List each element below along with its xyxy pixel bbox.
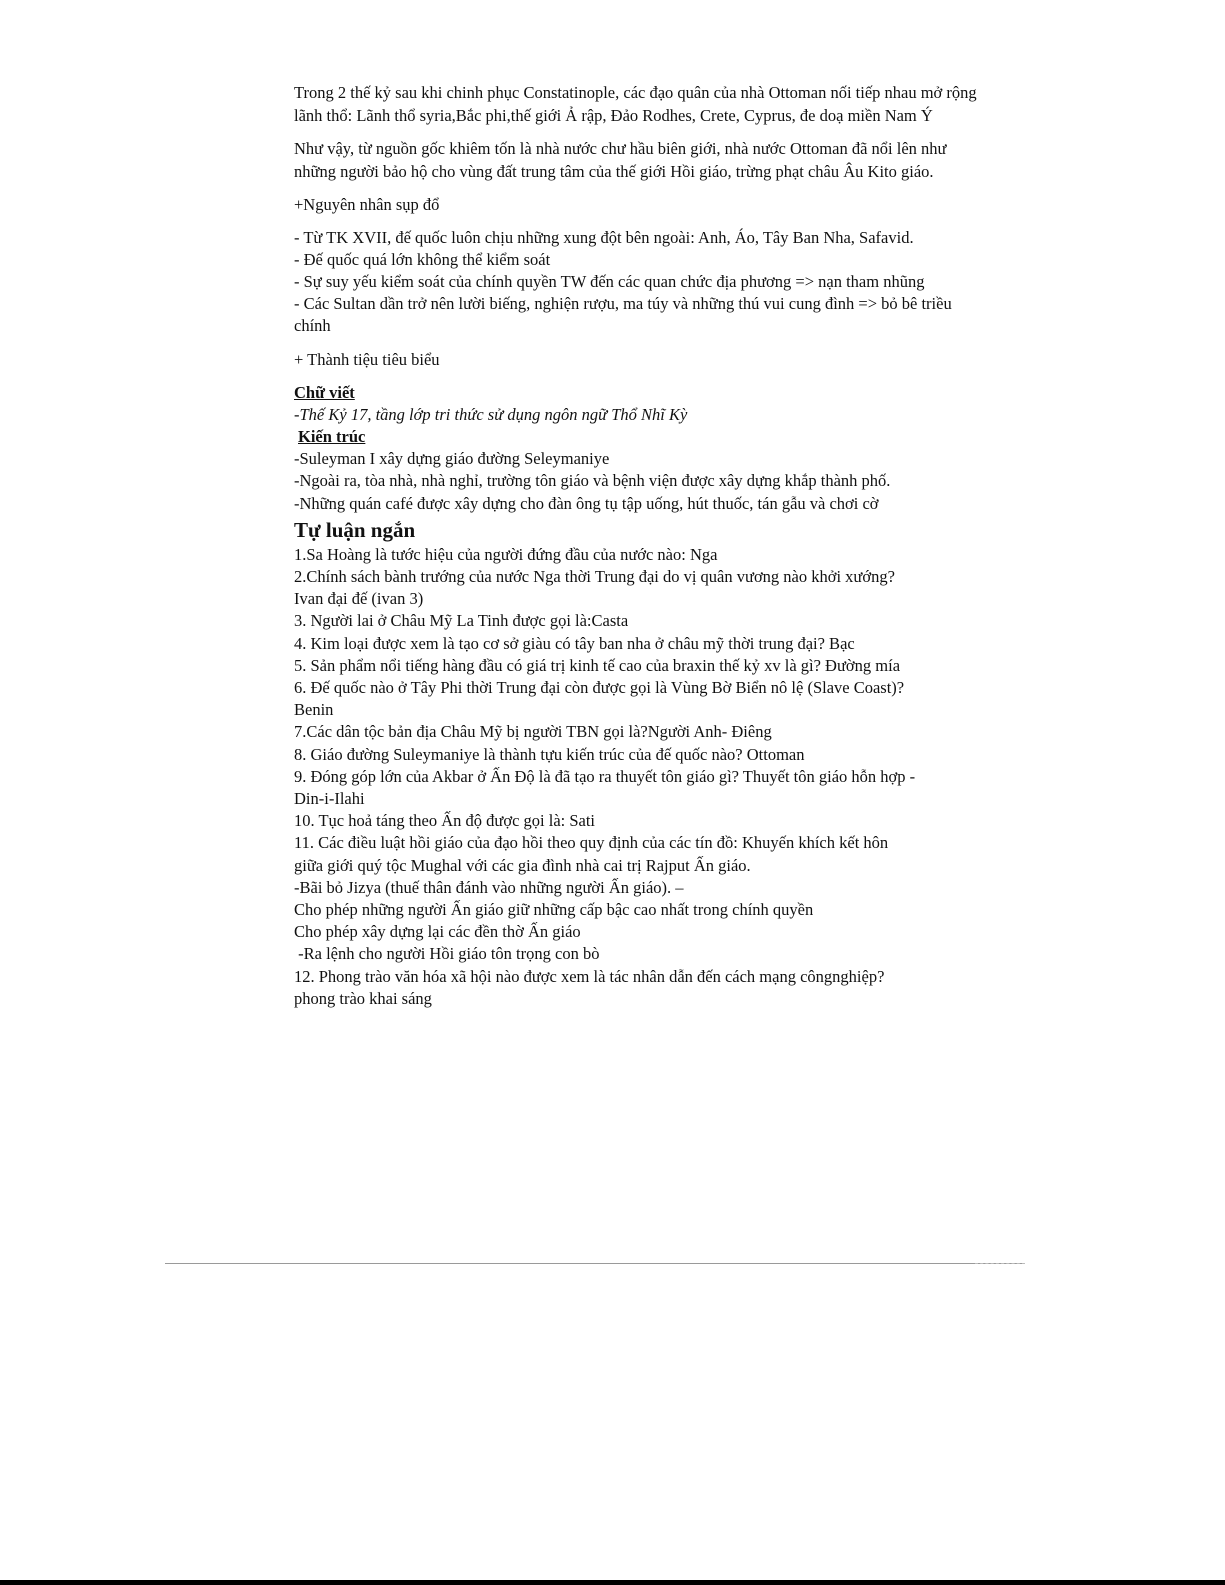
collapse-item: - Đế quốc quá lớn không thể kiểm soát xyxy=(294,249,551,269)
qa-line: Ivan đại đế (ivan 3) xyxy=(294,589,424,609)
document-page xyxy=(294,82,984,1010)
qa-line: 8. Giáo đường Suleymaniye là thành tựu kiến trúc của đế quốc nào? Ottoman xyxy=(294,744,805,764)
collapse-item: - Từ TK XVII, đế quốc luôn chịu những xung đột bên ngoài: Anh, Áo, Tây Ban Nha, Safavid. xyxy=(294,227,914,247)
qa-line: 5. Sản phẩm nổi tiếng hàng đầu có giá trị kinh tế cao của braxin thế kỷ xv là gì? Đường mía xyxy=(294,655,901,675)
page-separator-dashes xyxy=(975,1263,1025,1264)
qa-line: -Bãi bỏ Jizya (thuế thân đánh vào những người Ấn giáo). – xyxy=(294,877,684,897)
collapse-title: +Nguyên nhân sụp đổ xyxy=(294,195,440,214)
qa-line: -Ra lệnh cho người Hồi giáo tôn trọng con bò xyxy=(294,944,600,964)
qa-line: Din-i-Ilahi xyxy=(294,789,365,809)
qa-line: 4. Kim loại được xem là tạo cơ sở giàu có tây ban nha ở châu mỹ thời trung đại? Bạc xyxy=(294,633,855,653)
qa-line: 1.Sa Hoàng là tước hiệu của người đứng đầu của nước nào: Nga xyxy=(294,544,718,564)
short-answer-heading: Tự luận ngắn xyxy=(294,517,416,542)
qa-line: 3. Người lai ở Châu Mỹ La Tinh được gọi là:Casta xyxy=(294,611,629,631)
qa-line: 9. Đóng góp lớn của Akbar ở Ấn Độ là đã tạo ra thuyết tôn giáo gì? Thuyết tôn giáo hỗn hợp - xyxy=(294,766,916,786)
collapse-item: - Sự suy yếu kiểm soát của chính quyền TW đến các quan chức địa phương => nạn tham nhũng xyxy=(294,271,925,291)
collapse-list xyxy=(294,227,984,338)
qa-line: phong trào khai sáng xyxy=(294,988,432,1008)
architecture-heading: Kiến trúc xyxy=(298,427,366,447)
writing-text: -Thế Kỷ 17, tầng lớp tri thức sử dụng ngôn ngữ Thổ Nhĩ Kỳ xyxy=(294,405,688,425)
architecture-item: -Ngoài ra, tòa nhà, nhà nghỉ, trường tôn giáo và bệnh viện được xây dựng khắp thành phố. xyxy=(294,471,891,491)
qa-line: Cho phép xây dựng lại các đền thờ Ấn giáo xyxy=(294,922,581,942)
qa-line: 6. Đế quốc nào ở Tây Phi thời Trung đại còn được gọi là Vùng Bờ Biển nô lệ (Slave Coast)? xyxy=(294,678,905,698)
intro-paragraph-2: Như vậy, từ nguồn gốc khiêm tốn là nhà nước chư hầu biên giới, nhà nước Ottoman đã nổi lên như những người bảo hộ cho vùng đất trung tâm của thế giới Hồi giáo, trừng phạt châu Âu Kito giáo. xyxy=(294,139,947,181)
qa-line: 2.Chính sách bành trướng của nước Nga thời Trung đại do vị quân vương nào khởi xướng? xyxy=(294,567,895,587)
short-answer-list xyxy=(294,544,984,1010)
architecture-item: -Suleyman I xây dựng giáo đường Seleymaniye xyxy=(294,449,610,469)
qa-line: 11. Các điều luật hồi giáo của đạo hồi theo quy định của các tín đồ: Khuyến khích kết hôn xyxy=(294,833,889,853)
bottom-edge-bar xyxy=(0,1580,1225,1585)
architecture-item: -Những quán café được xây dựng cho đàn ông tụ tập uống, hút thuốc, tán gẫu và chơi cờ xyxy=(294,493,879,513)
achievements-section xyxy=(294,382,984,515)
intro-paragraph-1: Trong 2 thế kỷ sau khi chinh phục Constatinople, các đạo quân của nhà Ottoman nối tiếp nhau mở rộng lãnh thổ: Lãnh thổ syria,Bắc phi,thế giới Ả rập, Đảo Rodhes, Crete, Cyprus, đe doạ miền Nam Ý xyxy=(294,83,977,125)
qa-line: giữa giới quý tộc Mughal với các gia đình nhà cai trị Rajput Ấn giáo. xyxy=(294,855,751,875)
collapse-item: - Các Sultan dần trở nên lười biếng, nghiện rượu, ma túy và những thú vui cung đình => bỏ bê triều chính xyxy=(294,294,952,336)
qa-line: 7.Các dân tộc bản địa Châu Mỹ bị người TBN gọi là?Người Anh- Điêng xyxy=(294,722,772,742)
qa-line: Benin xyxy=(294,700,334,720)
writing-heading: Chữ viết xyxy=(294,383,355,403)
qa-line: 12. Phong trào văn hóa xã hội nào được xem là tác nhân dẫn đến cách mạng côngnghiệp? xyxy=(294,966,885,986)
qa-line: 10. Tục hoả táng theo Ấn độ được gọi là: Sati xyxy=(294,811,596,831)
page-separator-line xyxy=(165,1263,1025,1264)
qa-line: Cho phép những người Ấn giáo giữ những cấp bậc cao nhất trong chính quyền xyxy=(294,900,814,920)
achievements-title: + Thành tiệu tiêu biểu xyxy=(294,349,440,369)
